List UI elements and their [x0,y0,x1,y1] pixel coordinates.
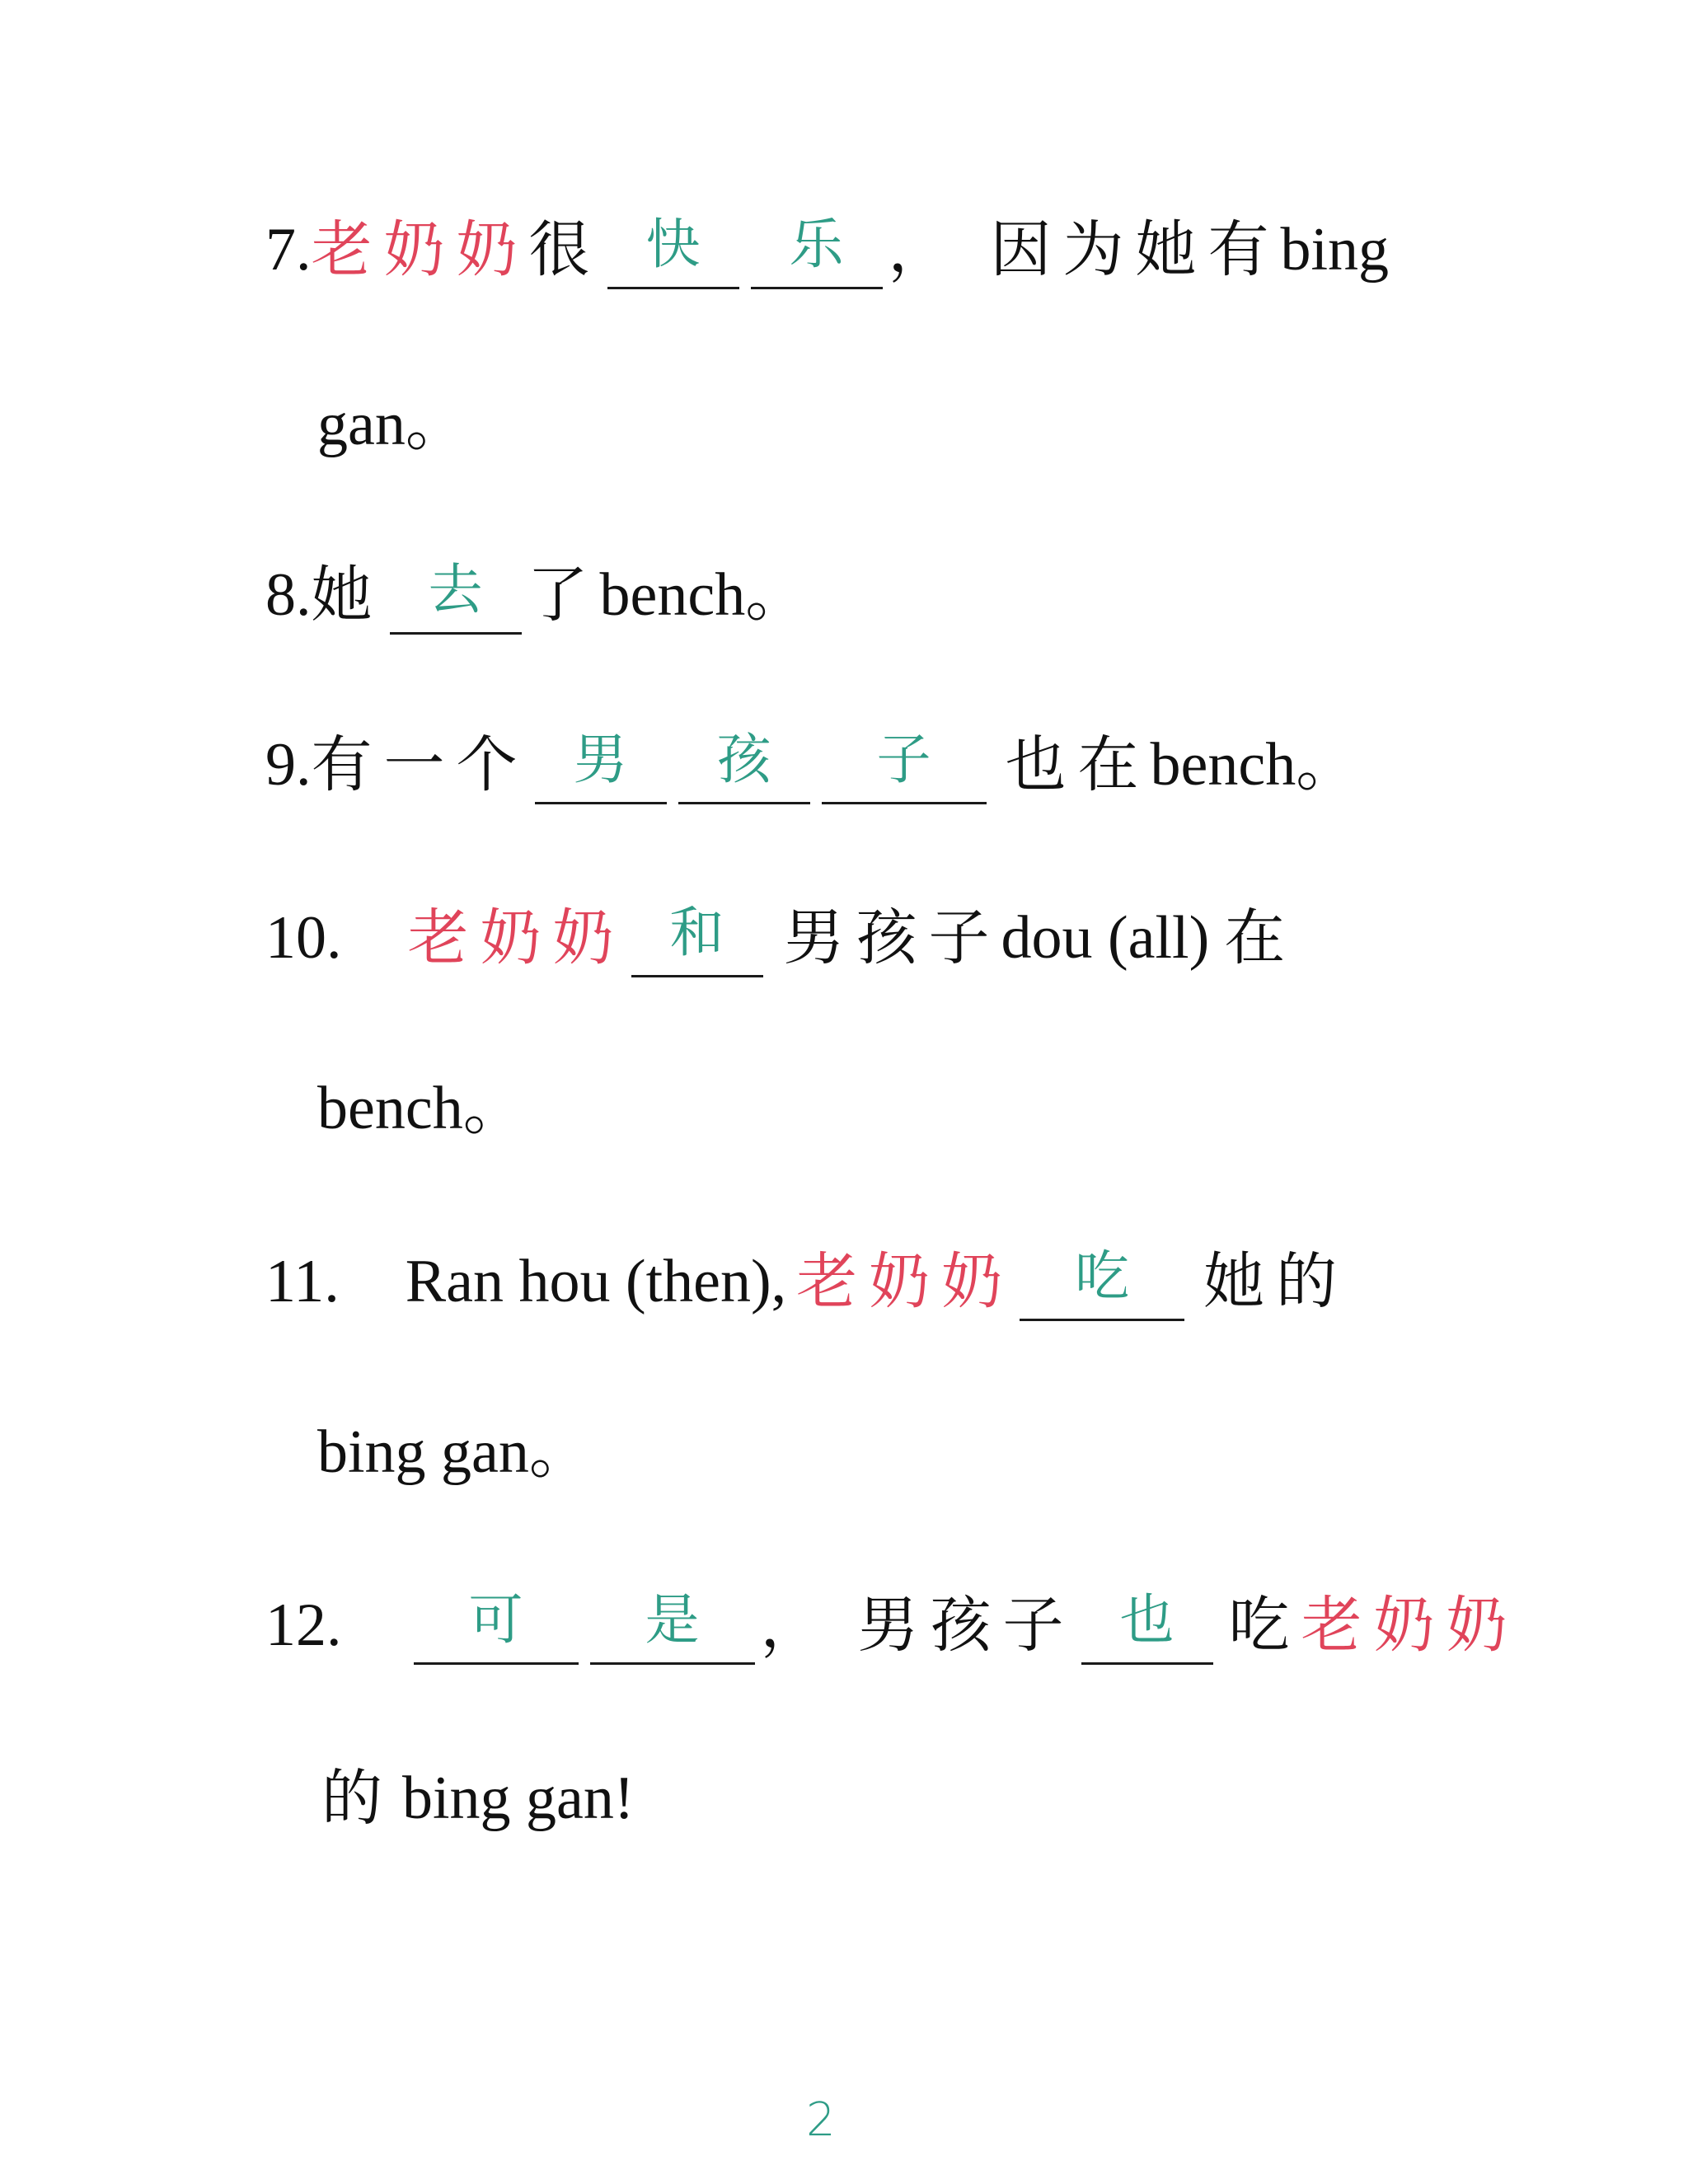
question-number: 12. [265,1591,342,1659]
english-text: bench。 [1150,731,1357,799]
question-number: 8. [265,561,312,629]
given-word-laonainai: 老奶奶 [311,214,529,285]
answer-blank[interactable] [751,211,883,289]
answer-blank[interactable] [590,1586,755,1665]
question-10-line1 [265,897,1296,979]
english-text: bench。 [599,561,807,629]
question-12-line1 [265,1584,1519,1666]
question-text: 有一个 [311,729,529,800]
handwritten-answer: 吃 [1075,1244,1130,1308]
question-12-line2 [321,1757,635,1840]
answer-blank[interactable] [535,726,667,804]
question-text: 也在 [1005,729,1151,800]
pinyin-text: dou (all) [1001,904,1210,972]
answer-blank[interactable] [607,211,739,289]
question-7-line1 [265,209,1389,291]
pinyin-text: bing gan。 [317,1418,590,1486]
handwritten-answer: 和 [669,900,724,964]
handwritten-answer: 快 [645,212,701,276]
pinyin-text: Ran hou (then), [405,1248,787,1315]
given-word-laonainai: 老奶奶 [407,902,626,973]
pinyin-text: bing gan! [402,1765,635,1832]
question-number: 7. [265,216,312,284]
page-number: 2 [806,2093,836,2147]
given-word-laonainai: 老奶奶 [796,1246,1015,1317]
handwritten-answer: 是 [645,1587,700,1652]
question-10-line2 [317,1067,524,1150]
question-7-line2 [317,383,467,466]
english-text: bench。 [317,1075,524,1142]
question-number: 11. [265,1248,340,1315]
question-text: 她 [311,560,384,630]
question-number: 10. [265,904,342,972]
pinyin-text: gan。 [317,391,467,458]
handwritten-answer: 去 [428,557,483,621]
punctuation-comma: ， [888,214,961,285]
question-text: 很 [528,214,602,285]
given-word-laonainai: 老奶奶 [1301,1590,1519,1661]
question-text: 男孩子 [857,1590,1076,1661]
pinyin-text: bing [1280,216,1390,284]
answer-blank[interactable] [631,899,763,977]
question-11-line1 [265,1240,1348,1323]
handwritten-answer: 孩 [716,727,771,791]
question-number: 9. [265,731,312,799]
punctuation-comma: ， [760,1590,833,1661]
question-text: 吃 [1228,1590,1301,1661]
question-text: 了 [527,560,600,630]
question-text: 在 [1224,902,1297,973]
question-9 [265,724,1357,806]
handwritten-answer: 乐 [789,212,844,276]
handwritten-answer: 男 [573,727,628,791]
question-text: 因为她有 [990,214,1281,285]
handwritten-answer: 也 [1119,1587,1175,1652]
question-text: 的 [321,1763,394,1834]
question-8 [265,554,806,636]
answer-blank[interactable] [678,726,810,804]
handwritten-answer: 子 [876,727,931,791]
answer-blank[interactable] [822,726,987,804]
answer-blank[interactable] [1081,1586,1213,1665]
handwritten-answer: 可 [468,1587,523,1652]
question-11-line2 [317,1411,590,1493]
answer-blank[interactable] [414,1586,579,1665]
question-text: 男孩子 [783,902,1001,973]
answer-blank[interactable] [1020,1243,1184,1321]
question-text: 她的 [1203,1246,1349,1317]
answer-blank[interactable] [390,556,522,635]
